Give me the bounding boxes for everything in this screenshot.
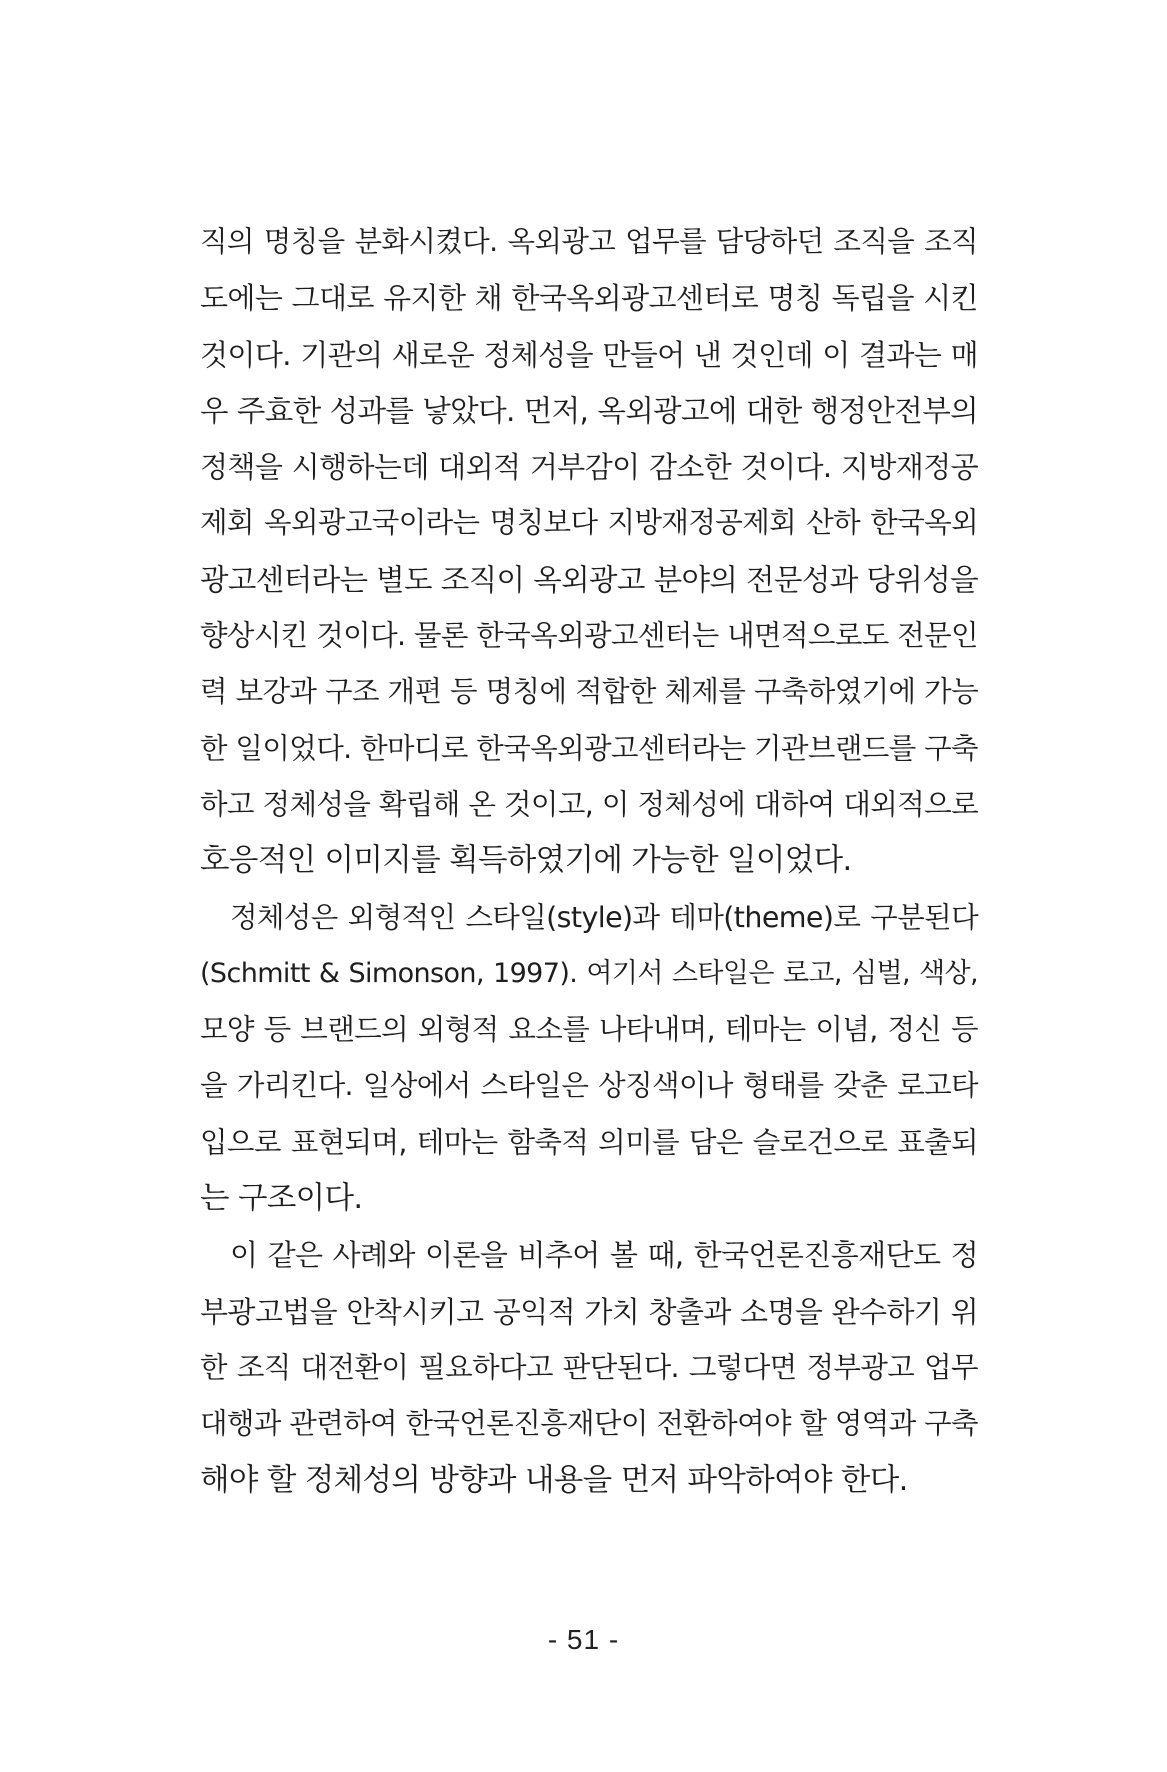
text-line: 는 구조이다.: [200, 1181, 363, 1217]
text-line: 모양 등 브랜드의 외형적 요소를 나타내며, 테마는 이념, 정신 등: [200, 1013, 978, 1047]
body-text: [200, 214, 978, 1509]
text-line: 해야 할 정체성의 방향과 내용을 먼저 파악하여야 한다.: [200, 1462, 908, 1498]
text-line: 한 일이었다. 한마디로 한국옥외광고센터라는 기관브랜드를 구축: [200, 731, 978, 765]
text-line: 향상시킨 것이다. 물론 한국옥외광고센터는 내면적으로도 전문인: [200, 619, 978, 653]
page-number: - 51 -: [547, 1624, 620, 1655]
text-line: 정책을 시행하는데 대외적 거부감이 감소한 것이다. 지방재정공: [200, 450, 978, 485]
text-line: 직의 명칭을 분화시켰다. 옥외광고 업무를 담당하던 조직을 조직: [200, 225, 978, 258]
text-line: (Schmitt & Simonson, 1997). 여기서 스타일은 로고, 심벌, 색상,: [200, 957, 978, 989]
text-line: 이 같은 사례와 이론을 비추어 볼 때, 한국언론진흥재단도 정: [230, 1238, 978, 1273]
text-line: 광고센터라는 별도 조직이 옥외광고 분야의 전문성과 당위성을: [200, 562, 978, 597]
text-line: 력 보강과 구조 개편 등 명칭에 적합한 체제를 구축하였기에 가능: [200, 675, 978, 709]
text-line: 대행과 관련하여 한국언론진흥재단이 전환하여야 할 영역과 구축: [200, 1407, 978, 1441]
text-line: 하고 정체성을 확립해 온 것이고, 이 정체성에 대하여 대외적으로: [200, 787, 978, 821]
text-line: 제회 옥외광고국이라는 명칭보다 지방재정공제회 산하 한국옥외: [200, 506, 978, 540]
text-line: 호응적인 이미지를 획득하였기에 가능한 일이었다.: [200, 843, 852, 879]
text-line: 부광고법을 안착시키고 공익적 가치 창출과 소명을 완수하기 위: [200, 1294, 978, 1329]
text-line: 입으로 표현되며, 테마는 함축적 의미를 담은 슬로건으로 표출되: [200, 1125, 978, 1159]
text-line: 정체성은 외형적인 스타일(style)과 테마(theme)로 구분된다: [230, 900, 978, 934]
text-line: 을 가리킨다. 일상에서 스타일은 상징색이나 형태를 갖춘 로고타: [200, 1069, 978, 1103]
text-line: 우 주효한 성과를 낳았다. 먼저, 옥외광고에 대한 행정안전부의: [200, 393, 978, 428]
text-line: 것이다. 기관의 새로운 정체성을 만들어 낸 것인데 이 결과는 매: [200, 337, 978, 372]
text-line: 한 조직 대전환이 필요하다고 판단된다. 그렇다면 정부광고 업무: [200, 1350, 978, 1384]
text-line: 도에는 그대로 유지한 채 한국옥외광고센터로 명칭 독립을 시킨: [200, 281, 978, 316]
